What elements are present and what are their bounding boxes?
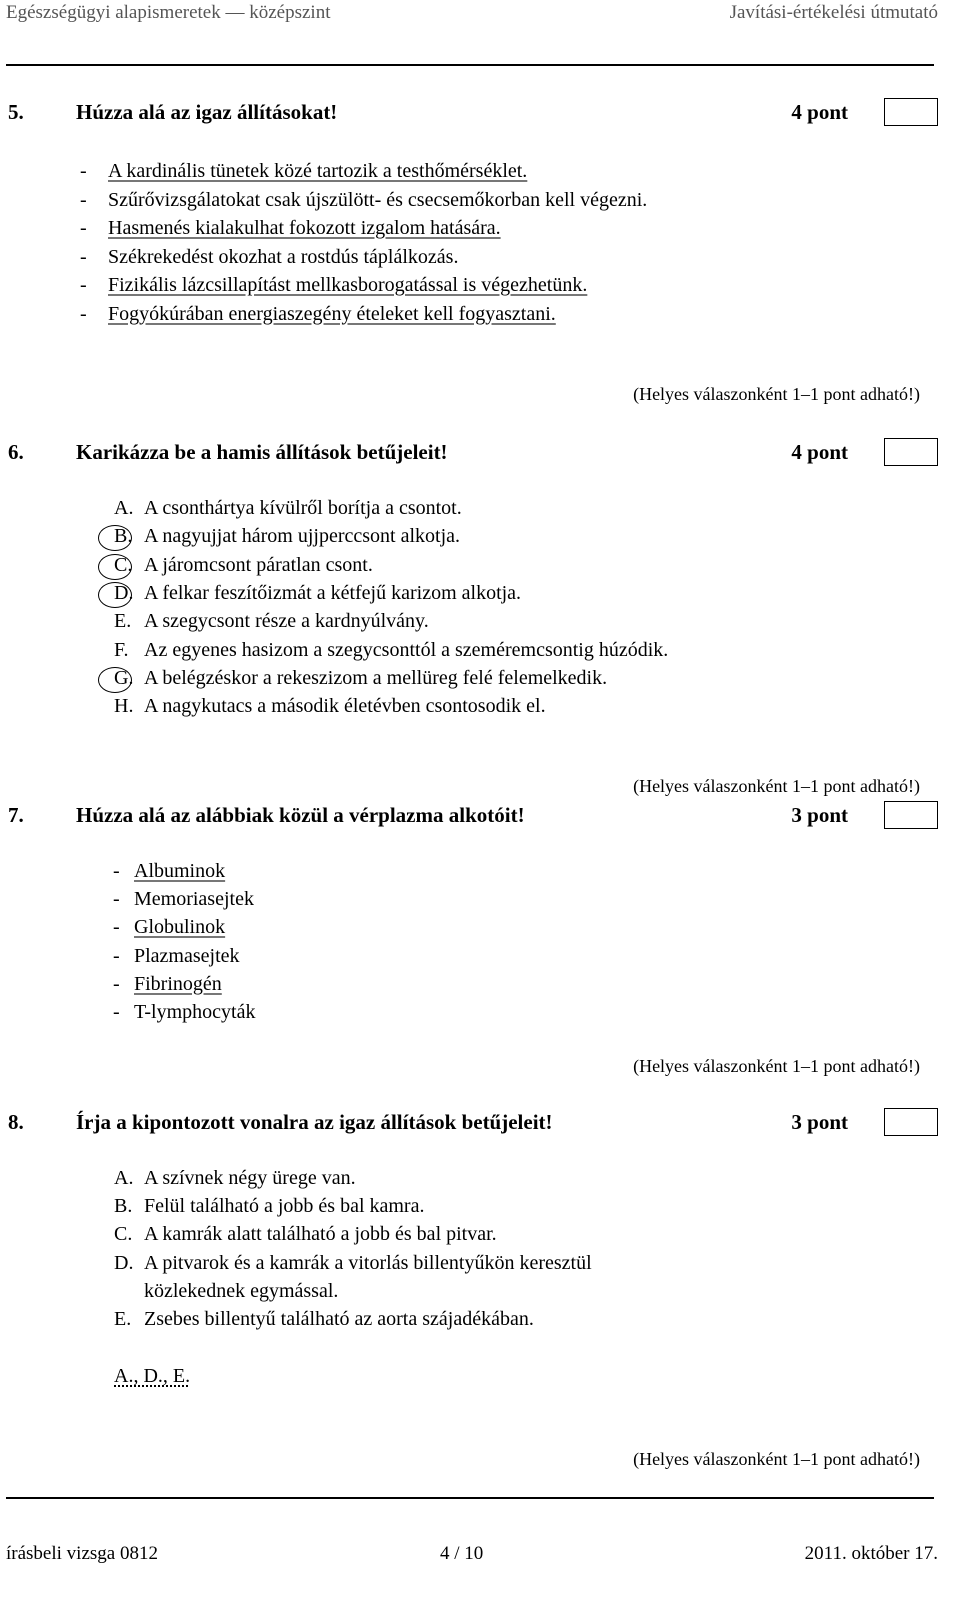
header-right: Javítási-értékelési útmutató xyxy=(729,2,938,23)
underlined-statement[interactable]: Fogyókúrában energiaszegény ételeket kell fogyasztani. xyxy=(108,302,556,325)
option-text: A járomcsont páratlan csont. xyxy=(144,553,373,576)
option-letter[interactable]: D. xyxy=(114,1251,134,1274)
question-title: Húzza alá az alábbiak közül a vérplazma alkotóit! xyxy=(76,803,525,827)
option-letter[interactable]: C. xyxy=(114,1223,133,1246)
scoring-note: (Helyes válaszonként 1–1 pont adható!) xyxy=(633,776,920,796)
list-dash: - xyxy=(113,1001,120,1023)
question-title: Írja a kipontozott vonalra az igaz állítások betűjeleit! xyxy=(76,1110,553,1134)
statement-item xyxy=(80,217,501,240)
option-item xyxy=(114,1223,497,1246)
option-letter[interactable]: D. xyxy=(114,581,134,604)
option-text: A pitvarok és a kamrák a vitorlás billentyűkön keresztül xyxy=(144,1251,592,1274)
scoring-note: (Helyes válaszonként 1–1 pont adható!) xyxy=(633,1056,920,1076)
footer-rule xyxy=(6,1497,934,1499)
statement-text[interactable]: Szűrővizsgálatokat csak újszülött- és csecsemőkorban kell végezni. xyxy=(108,188,648,211)
scoring-note: (Helyes válaszonként 1–1 pont adható!) xyxy=(633,1449,920,1469)
header-rule xyxy=(6,64,934,66)
list-dash: - xyxy=(80,245,87,268)
option-text: A szegycsont része a kardnyúlvány. xyxy=(144,610,429,633)
underlined-statement[interactable]: Fizikális lázcsillapítást mellkasborogatással is végezhetünk. xyxy=(108,274,588,296)
option-text: A csonthártya kívülről borítja a csontot. xyxy=(144,497,462,519)
option-item xyxy=(114,525,460,548)
statement-item xyxy=(80,160,527,183)
option-item xyxy=(114,1195,424,1218)
option-item xyxy=(114,554,373,577)
option-letter[interactable]: E. xyxy=(114,1308,132,1330)
footer-right: 2011. október 17. xyxy=(804,1543,938,1564)
underlined-statement[interactable]: Globulinok xyxy=(134,916,226,939)
list-dash: - xyxy=(113,888,120,911)
list-dash: - xyxy=(80,160,87,182)
option-letter[interactable]: A. xyxy=(114,1167,134,1189)
statement-item xyxy=(113,860,225,883)
option-item xyxy=(114,497,462,520)
option-text: közlekednek egymással. xyxy=(144,1279,339,1302)
score-box[interactable] xyxy=(884,98,938,126)
option-text: A nagyujjat három ujjperccsont alkotja. xyxy=(144,525,461,548)
statement-item xyxy=(80,303,556,326)
question-points: 4 pont xyxy=(791,100,848,124)
option-letter[interactable]: G. xyxy=(114,666,134,689)
option-text: A belégzéskor a rekeszizom a mellüreg felé felemelkedik. xyxy=(144,666,608,689)
option-text: A kamrák alatt található a jobb és bal pitvar. xyxy=(144,1223,497,1246)
option-item xyxy=(114,667,607,690)
option-item xyxy=(114,1252,592,1275)
option-item xyxy=(114,610,429,633)
footer-left: írásbeli vizsga 0812 xyxy=(6,1543,158,1564)
header-left: Egészségügyi alapismeretek — középszint xyxy=(6,2,331,23)
statement-text[interactable]: T-lymphocyták xyxy=(134,1001,256,1023)
option-letter[interactable]: F. xyxy=(114,638,129,661)
list-dash: - xyxy=(113,860,120,882)
list-dash: - xyxy=(80,188,87,211)
list-dash: - xyxy=(80,217,87,239)
option-letter[interactable]: H. xyxy=(114,695,134,718)
score-box[interactable] xyxy=(884,438,938,466)
underlined-statement[interactable]: Fibrinogén xyxy=(134,972,222,995)
question-title: Karikázza be a hamis állítások betűjeleit! xyxy=(76,440,448,464)
question-title: Húzza alá az igaz állításokat! xyxy=(76,100,338,124)
option-item xyxy=(114,1308,534,1331)
statement-text[interactable]: Memoriasejtek xyxy=(134,888,254,911)
scoring-note: (Helyes válaszonként 1–1 pont adható!) xyxy=(633,384,920,404)
underlined-statement[interactable]: Hasmenés kialakulhat fokozott izgalom hatására. xyxy=(108,217,501,239)
statement-item xyxy=(113,945,240,968)
statement-text[interactable]: Plazmasejtek xyxy=(134,944,240,967)
option-letter[interactable]: B. xyxy=(114,525,133,548)
option-item xyxy=(114,639,668,662)
option-letter[interactable]: A. xyxy=(114,497,134,519)
option-text: A szívnek négy ürege van. xyxy=(144,1167,356,1189)
statement-item xyxy=(80,189,647,212)
option-letter[interactable]: E. xyxy=(114,610,132,633)
option-text: A nagykutacs a második életévben csontosodik el. xyxy=(144,695,546,718)
statement-item xyxy=(113,888,254,911)
underlined-statement[interactable]: A kardinális tünetek közé tartozik a testhőmérséklet. xyxy=(108,160,528,182)
statement-text[interactable]: Székrekedést okozhat a rostdús táplálkozás. xyxy=(108,245,459,268)
underlined-statement[interactable]: Albuminok xyxy=(134,860,226,882)
question-points: 3 pont xyxy=(791,803,848,827)
statement-item xyxy=(113,916,225,939)
option-item xyxy=(114,582,521,605)
question-number: 7. xyxy=(8,803,24,827)
list-dash: - xyxy=(113,916,120,939)
option-item xyxy=(114,695,546,718)
list-dash: - xyxy=(113,972,120,995)
footer-page: 4 / 10 xyxy=(440,1543,484,1564)
list-dash: - xyxy=(80,274,87,296)
list-dash: - xyxy=(80,302,87,325)
option-text: Az egyenes hasizom a szegycsonttól a szeméremcsontig húzódik. xyxy=(144,638,669,661)
statement-item xyxy=(113,1001,255,1024)
statement-item xyxy=(113,973,222,996)
statement-item xyxy=(80,246,458,269)
list-dash: - xyxy=(113,944,120,967)
question-number: 6. xyxy=(8,440,24,464)
option-item xyxy=(114,1167,356,1190)
statement-item xyxy=(80,274,587,297)
option-text: Felül található a jobb és bal kamra. xyxy=(144,1195,425,1218)
question-points: 3 pont xyxy=(791,1110,848,1134)
option-item xyxy=(114,1280,338,1303)
option-letter[interactable]: B. xyxy=(114,1195,133,1218)
option-text: A felkar feszítőizmát a kétfejű karizom alkotja. xyxy=(144,581,522,604)
question-points: 4 pont xyxy=(791,440,848,464)
score-box[interactable] xyxy=(884,1108,938,1136)
question-number: 8. xyxy=(8,1110,24,1134)
answer-line[interactable]: A., D., E. xyxy=(114,1365,191,1387)
score-box[interactable] xyxy=(884,801,938,829)
option-letter[interactable]: C. xyxy=(114,553,133,576)
option-text: Zsebes billentyű található az aorta szájadékában. xyxy=(144,1308,534,1330)
question-number: 5. xyxy=(8,100,24,124)
